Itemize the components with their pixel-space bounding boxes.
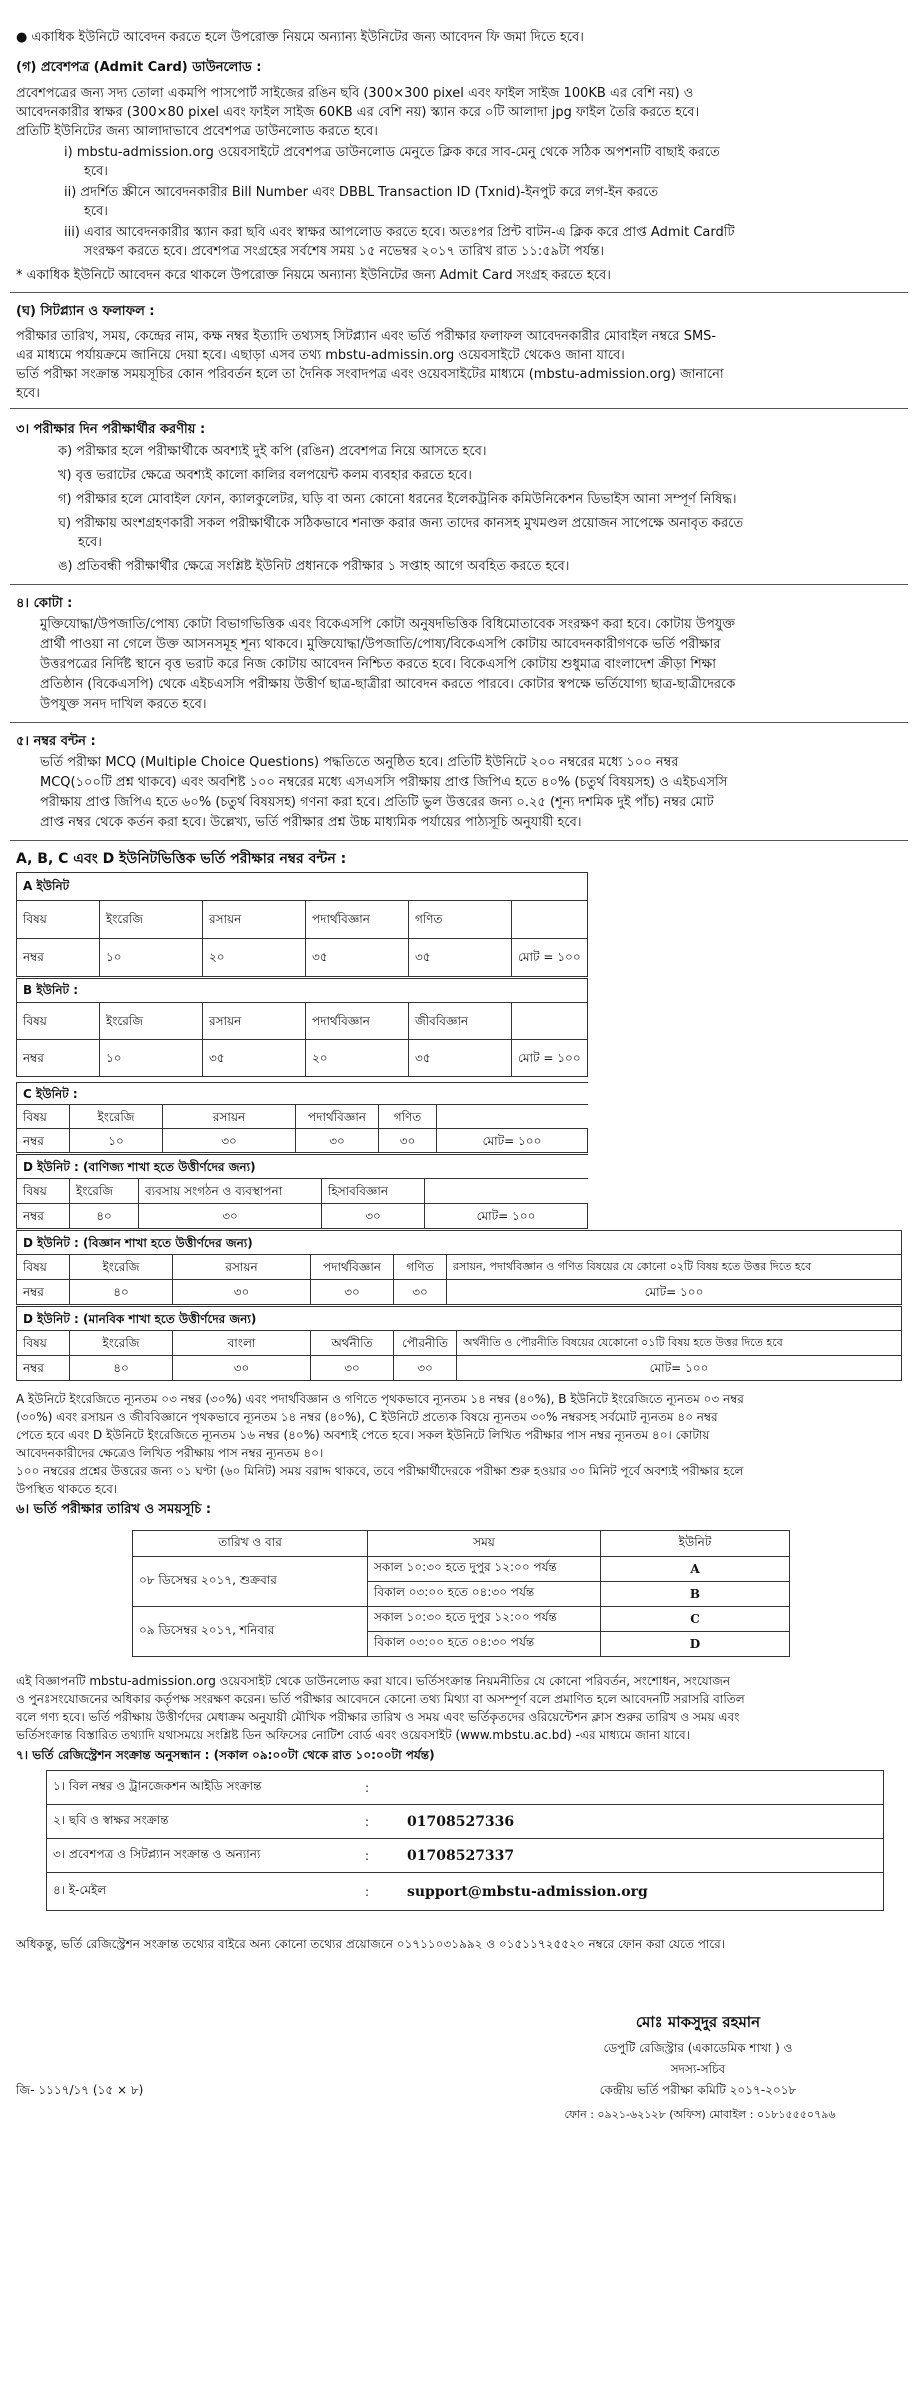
unit-d-science-value-cell: ৪০: [70, 1280, 173, 1305]
unit-b-head-cell: পদার্থবিজ্ঞান: [306, 1003, 409, 1040]
divider: [10, 722, 908, 723]
unit-a-head-cell: [512, 901, 588, 939]
signatory-name: মোঃ মাকসুদুর রহমান: [635, 2013, 761, 2031]
unit-c-value-cell: নম্বর: [17, 1129, 70, 1153]
notice-text-1: এই বিজ্ঞাপনটি mbstu-admission.org ওয়েবসাইট থেকে ডাউনলোড করা যাবে। ভর্তিসংক্রান্ত নিয়মনীতির যে কোনো পরিবর্তন, সংশোধন, সংযোজন: [16, 1674, 731, 1688]
schedule-time: সকাল ১০:৩০ হতে দুপুর ১২:০০ পর্যন্ত: [368, 1557, 601, 1582]
quota-text-4: প্রতিষ্ঠান (বিকেএসপি) থেকে এইচএসসি পরীক্ষায় উত্তীর্ণ ছাত্র-ছাত্রীরা আবেদন করতে পারবে। কোটার স্বপক্ষে ভর্তিযোগ্য ছাত্র-ছাত্রীদেরকে: [40, 677, 736, 692]
unit-b-table: [16, 978, 588, 1077]
quota-text-1: মুক্তিযোদ্ধা/উপজাতি/পোষ্য কোটা বিভাগভিত্তিক এবং বিকেএসপি কোটা অনুষদভিত্তিক বিধিমোতাবেক সংরক্ষণ করা হবে। কোটায় উপযুক্ত: [40, 617, 735, 632]
unit-d-science-value-cell: ৩০: [173, 1280, 311, 1305]
unit-b-value-cell: ৩৫: [203, 1040, 306, 1077]
unit-d-science-value-cell: ৩০: [311, 1280, 394, 1305]
marks-text-1: ভর্তি পরীক্ষা MCQ (Multiple Choice Questions) পদ্ধতিতে অনুষ্ঠিত হবে। প্রতিটি ইউনিটে ২০০ নম্বরের মধ্যে ১০০ নম্বর: [40, 755, 679, 770]
divider: [10, 292, 908, 293]
contact-label: ৩। প্রবেশপত্র ও সিটপ্ল্যান সংক্রান্ত ও অন্যান্য: [47, 1839, 360, 1873]
seatplan-text-1: পরীক্ষার তারিখ, সময়, কেন্দ্রের নাম, কক্ষ নম্বর ইত্যাদি তথ্যসহ সিটপ্ল্যান এবং ভর্তি পরীক্ষার ফলাফল আবেদনকারীর মোবাইল নম্বরে SMS-: [16, 329, 717, 344]
admit-text-1: প্রবেশপত্রের জন্য সদ্য তোলা একমপি পাসপোর্ট সাইজের রঙিন ছবি (300×300 pixel এবং ফাইল সাইজ 100KB এর বেশি নয়) ও: [16, 86, 694, 101]
signatory-title-3: কেন্দ্রীয় ভর্তি পরীক্ষা কমিটি ২০১৭-২০১৮: [599, 2083, 797, 2097]
unit-a-head-cell: বিষয়: [17, 901, 100, 939]
exam-day-heading: ৩। পরীক্ষার দিন পরীক্ষার্থীর করণীয় :: [16, 422, 206, 437]
unit-d-commerce-value-cell: ৩০: [139, 1204, 322, 1229]
unit-c-title: C ইউনিট :: [17, 1083, 588, 1105]
contact-colon: :: [359, 1873, 401, 1911]
unit-d-science-note: রসায়ন, পদার্থবিজ্ঞান ও গণিত বিষয়ের যে কোনো ০২টি বিষয় হতে উত্তর দিতে হবে: [447, 1255, 902, 1280]
unit-d-science-table: [16, 1230, 902, 1305]
registration-inquiry-heading: ৭। ভর্তি রেজিস্ট্রেশন সংক্রান্ত অনুসন্ধান : (সকাল ০৯:০০টা থেকে রাত ১০:০০টা পর্যন্ত): [16, 1748, 435, 1762]
unit-b-head-cell: [512, 1003, 588, 1040]
unit-d-science-head-cell: পদার্থবিজ্ঞান: [311, 1255, 394, 1280]
marks-text-3: পরীক্ষায় প্রাপ্ত জিপিএ হতে ৬০% (চতুর্থ বিষয়সহ) গণনা করা হবে। প্রতিটি ভুল উত্তরের জন্য ০.২৫ (শূন্য দশমিক দুই পাঁচ) নম্বর মোট: [40, 795, 714, 810]
unit-a-value-cell: ২০: [203, 939, 306, 977]
signatory-phone: ফোন : ০৯২১-৬২১২৮ (অফিস) মোবাইল : ০১৮১৫৫৫০৭৯৬: [564, 2108, 836, 2121]
notice-text-2: ও পুনঃসংযোজনের অধিকার কর্তৃপক্ষ সংরক্ষণ করেন। ভর্তি পরীক্ষার আবেদনে কোনো তথ্য মিথ্যা বা অসম্পূর্ণ বলে প্রমাণিত হলে আবেদনটি সরাসরি বাতিল: [16, 1692, 745, 1706]
contact-label: ১। বিল নম্বর ও ট্রানজেকশন আইডি সংক্রান্ত: [47, 1771, 360, 1805]
unit-b-head-cell: ইংরেজি: [100, 1003, 203, 1040]
schedule-col-header: তারিখ ও বার: [133, 1531, 368, 1557]
unit-d-science-head-cell: ইংরেজি: [70, 1255, 173, 1280]
schedule-time: সকাল ১০:৩০ হতে দুপুর ১২:০০ পর্যন্ত: [368, 1607, 601, 1632]
unit-a-value-cell: ৩৫: [306, 939, 409, 977]
unit-d-commerce-head-cell: হিসাববিজ্ঞান: [322, 1179, 425, 1204]
unit-d-commerce-total: মোট= ১০০: [425, 1204, 588, 1229]
exam-day-rule-umo: ঙ) প্রতিবন্ধী পরীক্ষার্থীর ক্ষেত্রে সংশ্লিষ্ট ইউনিট প্রধানকে পরীক্ষার ১ সপ্তাহ আগে অবহিত করতে হবে।: [58, 559, 570, 574]
unit-d-science-value-cell: নম্বর: [17, 1280, 70, 1305]
unit-c-total: মোট= ১০০: [437, 1129, 588, 1153]
signatory-title-1: ডেপুটি রেজিস্ট্রার (একাডেমিক শাখা ) ও: [603, 2041, 793, 2055]
schedule-col-header: সময়: [368, 1531, 601, 1557]
unit-d-science-total: মোট= ১০০: [447, 1280, 902, 1305]
unit-c-head-cell: গণিত: [379, 1105, 437, 1129]
seatplan-text-3: ভর্তি পরীক্ষা সংক্রান্ত সময়সূচির কোন পরিবর্তন হলে তা দৈনিক সংবাদপত্র এবং ওয়েবসাইটের মাধ্যমে (mbstu-admission.org) জানানো: [16, 367, 724, 382]
unit-d-commerce-table: [16, 1154, 588, 1229]
divider: [10, 840, 908, 841]
unit-d-humanities-head-cell: বিষয়: [17, 1331, 70, 1356]
unit-d-humanities-value-cell: নম্বর: [17, 1356, 70, 1381]
distribution-heading: A, B, C এবং D ইউনিটভিত্তিক ভর্তি পরীক্ষার নম্বর বন্টন :: [16, 851, 347, 867]
admit-text-2: আবেদনকারীর স্বাক্ষর (300×80 pixel এবং ফাইল সাইজ 60KB এর বেশি নয়) স্ক্যান করে ০টি আলাদা jpg ফাইল তৈরি করতে হবে।: [16, 105, 700, 120]
unit-c-value-cell: ৩০: [379, 1129, 437, 1153]
unit-a-head-cell: গণিত: [409, 901, 512, 939]
unit-b-head-cell: বিষয়: [17, 1003, 100, 1040]
marks-text-4: প্রাপ্ত নম্বর থেকে কর্তন করা হবে। উল্লেখ্য, ভর্তি পরীক্ষার প্রশ্ন উচ্চ মাধ্যমিক পর্যায়ের পাঠ্যসূচি অনুযায়ী হবে।: [40, 815, 582, 830]
unit-a-head-cell: রসায়ন: [203, 901, 306, 939]
unit-d-science-value-cell: ৩০: [394, 1280, 447, 1305]
contact-colon: :: [359, 1839, 401, 1873]
unit-a-title: A ইউনিট: [17, 873, 588, 901]
admit-step-1-cont: হবে।: [84, 164, 108, 179]
admit-step-2: ii) প্রদর্শিত স্ক্রীনে আবেদনকারীর Bill Number এবং DBBL Transaction ID (Txnid)-ইনপুট করে লগ-ইন করতে: [64, 185, 659, 200]
schedule-unit: A: [601, 1557, 790, 1582]
minimum-marks-2: (৩০%) এবং রসায়ন ও জীববিজ্ঞানে পৃথকভাবে ন্যূনতম ১৪ নম্বর (৪০%), C ইউনিটে প্রত্যেক বিষয়ে ন্যূনতম ৩০% নম্বরসহ সর্বমোট ন্যূনতম ৪০ নম্বর: [16, 1410, 718, 1424]
admit-note: * একাধিক ইউনিটে আবেদন করে থাকলে উপরোক্ত নিয়মে অন্যান্য ইউনিটের জন্য Admit Card সংগ্রহ করতে হবে।: [16, 268, 611, 283]
unit-d-commerce-head-cell: [425, 1179, 588, 1204]
unit-b-title: B ইউনিট :: [17, 979, 588, 1003]
schedule-unit: D: [601, 1632, 790, 1657]
seatplan-text-2: এর মাধ্যমে পর্যায়ক্রমে জানিয়ে দেয়া হবে। এছাড়া এসব তথ্য mbstu-admissin.org ওয়েবসাইটে থেকেও জানা যাবে।: [16, 348, 625, 363]
unit-c-value-cell: ৩০: [296, 1129, 379, 1153]
unit-b-value-cell: ২০: [306, 1040, 409, 1077]
unit-b-head-cell: রসায়ন: [203, 1003, 306, 1040]
unit-d-humanities-title: D ইউনিট : (মানবিক শাখা হতে উত্তীর্ণদের জন্য): [17, 1307, 902, 1331]
exam-duration-2: উপস্থিত থাকতে হবে।: [16, 1482, 118, 1496]
quota-text-3: উত্তরপত্রের নির্দিষ্ট স্থানে বৃত্ত ভরাট করে নিজ কোটায় আবেদন নিশ্চিত করতে হবে। বিকেএসপি কোটায় শুধুমাত্র বাংলাদেশ ক্রীড়া শিক্ষা: [40, 657, 716, 672]
unit-c-head-cell: ইংরেজি: [70, 1105, 163, 1129]
signatory-title-2: সদস্য-সচিব: [670, 2062, 726, 2076]
unit-d-humanities-value-cell: ৩০: [394, 1356, 457, 1381]
schedule-date: ০৮ ডিসেম্বর ২০১৭, শুক্রবার: [133, 1557, 368, 1607]
minimum-marks-3: পেতে হবে এবং D ইউনিটে ইংরেজিতে ন্যূনতম ১৬ নম্বর (৪০%) অবশ্যই পেতে হবে। সকল ইউনিটে লিখিত পরীক্ষার পাস নম্বর ন্যূনতম ৪০। কোটায়: [16, 1428, 710, 1442]
unit-d-humanities-value-cell: ৪০: [70, 1356, 173, 1381]
quota-text-5: উপযুক্ত সনদ দাখিল করতে হবে।: [40, 697, 207, 712]
contact-value: 01708527336: [401, 1805, 884, 1839]
admit-step-3: iii) এবার আবেদনকারীর স্ক্যান করা ছবি এবং স্বাক্ষর আপলোড করতে হবে। অতঃপর প্রিন্ট বাটন-এ ক্লিক করে প্রাপ্ত Admit Cardটি: [64, 225, 735, 240]
schedule-time: বিকাল ০৩:০০ হতে ০৪:৩০ পর্যন্ত: [368, 1582, 601, 1607]
quota-text-2: প্রার্থী পাওয়া না গেলে উক্ত আসনসমূহ শূন্য থাকবে। মুক্তিযোদ্ধা/উপজাতি/পোষ্য/বিকেএসপি কোটায় আবেদনকারীগণকে ভর্তি পরীক্ষার: [40, 637, 721, 652]
contact-label: ৪। ই-মেইল: [47, 1873, 360, 1911]
unit-d-humanities-head-cell: পৌরনীতি: [394, 1331, 457, 1356]
contact-value: [401, 1771, 884, 1805]
unit-c-head-cell: বিষয়: [17, 1105, 70, 1129]
exam-day-rule-ga: গ) পরীক্ষার হলে মোবাইল ফোন, ক্যালকুলেটর, ঘড়ি বা অন্য কোনো ধরনের ইলেকট্রনিক কমিউনিকেশন ডিভাইস আনা সম্পূর্ণ নিষিদ্ধ।: [58, 492, 737, 507]
unit-c-value-cell: ১০: [70, 1129, 163, 1153]
unit-a-value-cell: ১০: [100, 939, 203, 977]
admit-text-3: প্রতিটি ইউনিটের জন্য আলাদাভাবে প্রবেশপত্র ডাউনলোড করতে হবে।: [16, 124, 378, 139]
schedule-time: বিকাল ০৩:০০ হতে ০৪:৩০ পর্যন্ত: [368, 1632, 601, 1657]
divider: [10, 584, 908, 585]
unit-d-humanities-head-cell: ইংরেজি: [70, 1331, 173, 1356]
unit-d-humanities-head-cell: বাংলা: [173, 1331, 311, 1356]
quota-heading: ৪। কোটা :: [16, 596, 73, 611]
seatplan-heading: (ঘ) সিটপ্ল্যান ও ফলাফল :: [16, 304, 155, 319]
unit-c-table: [16, 1082, 588, 1153]
admit-card-heading: (গ) প্রবেশপত্র (Admit Card) ডাউনলোড :: [16, 60, 262, 75]
unit-c-head-cell: [437, 1105, 588, 1129]
schedule-table: [132, 1530, 790, 1657]
exam-day-rule-kha: খ) বৃত্ত ভরাটের ক্ষেত্রে অবশ্যই কালো কালির বলপয়েন্ট কলম ব্যবহার করতে হবে।: [58, 468, 472, 483]
exam-day-rule-gha-cont: হবে।: [78, 535, 102, 550]
additional-contact-note: অধিকন্তু, ভর্তি রেজিস্ট্রেশন সংক্রান্ত তথ্যের বাইরে অন্য কোনো তথ্যের প্রয়োজনে ০১৭১১০৩১৯৯২ ও ০১৫১১৭২৫৫২০ নম্বরে ফোন করা যেতে পারে।: [16, 1937, 726, 1951]
unit-d-commerce-head-cell: ব্যবসায় সংগঠন ও ব্যবস্থাপনা: [139, 1179, 322, 1204]
admit-step-2-cont: হবে।: [84, 204, 108, 219]
unit-d-humanities-table: [16, 1306, 902, 1381]
minimum-marks-4: আবেদনকারীদের ক্ষেত্রেও লিখিত পরীক্ষায় পাস নম্বর ন্যূনতম ৪০।: [16, 1446, 324, 1460]
unit-a-total: মোট = ১০০: [512, 939, 588, 977]
unit-b-total: মোট = ১০০: [512, 1040, 588, 1077]
intro-line: ● একাধিক ইউনিটে আবেদন করতে হলে উপরোক্ত নিয়মে অন্যান্য ইউনিটের জন্য আবেদন ফি জমা দিতে হবে।: [16, 30, 584, 45]
unit-d-commerce-head-cell: বিষয়: [17, 1179, 70, 1204]
unit-c-head-cell: রসায়ন: [163, 1105, 296, 1129]
reference-number: জি- ১১১৭/১৭ (১৫ × ৮): [16, 2083, 144, 2097]
contact-colon: :: [359, 1771, 401, 1805]
unit-b-value-cell: ১০: [100, 1040, 203, 1077]
unit-d-commerce-title: D ইউনিট : (বাণিজ্য শাখা হতে উত্তীর্ণদের জন্য): [17, 1155, 588, 1179]
exam-day-rule-ka: ক) পরীক্ষার হলে পরীক্ষার্থীকে অবশ্যই দুই কপি (রঙিন) প্রবেশপত্র নিয়ে আসতে হবে।: [58, 444, 487, 459]
unit-d-humanities-value-cell: ৩০: [311, 1356, 394, 1381]
unit-a-value-cell: নম্বর: [17, 939, 100, 977]
unit-b-value-cell: ৩৫: [409, 1040, 512, 1077]
unit-a-value-cell: ৩৫: [409, 939, 512, 977]
unit-d-science-head-cell: গণিত: [394, 1255, 447, 1280]
marks-heading: ৫। নম্বর বন্টন :: [16, 734, 96, 749]
unit-d-humanities-head-cell: অর্থনীতি: [311, 1331, 394, 1356]
schedule-date: ০৯ ডিসেম্বর ২০১৭, শনিবার: [133, 1607, 368, 1657]
unit-a-head-cell: ইংরেজি: [100, 901, 203, 939]
unit-d-science-head-cell: রসায়ন: [173, 1255, 311, 1280]
schedule-unit: B: [601, 1582, 790, 1607]
notice-text-3: বলে গণ্য হবে। ভর্তি পরীক্ষায় উত্তীর্ণদের মেধাক্রম অনুযায়ী মৌখিক পরীক্ষার তারিখ ও সময় এবং ভর্তিকৃতদের ওরিয়েন্টেশন ক্লাস শুরুর তারিখ ও সময় এবং: [16, 1710, 740, 1724]
unit-d-humanities-note: অর্থনীতি ও পৌরনীতি বিষয়ের যেকোনো ০১টি বিষয় হতে উত্তর দিতে হবে: [457, 1331, 902, 1356]
unit-d-commerce-value-cell: ৩০: [322, 1204, 425, 1229]
contact-label: ২। ছবি ও স্বাক্ষর সংক্রান্ত: [47, 1805, 360, 1839]
seatplan-text-4: হবে।: [16, 386, 40, 401]
unit-d-humanities-value-cell: ৩০: [173, 1356, 311, 1381]
notice-text-4: ভর্তিসংক্রান্ত বিস্তারিত তথ্যাদি যথাসময়ে সংশ্লিষ্ট ডিন অফিসের নোটিশ বোর্ড এবং ওয়েবসাইট (www.mbstu.ac.bd) -এর মাধ্যমে জানা যাবে।: [16, 1728, 690, 1742]
unit-d-commerce-value-cell: নম্বর: [17, 1204, 70, 1229]
unit-d-science-head-cell: বিষয়: [17, 1255, 70, 1280]
unit-b-value-cell: নম্বর: [17, 1040, 100, 1077]
schedule-unit: C: [601, 1607, 790, 1632]
contact-value: 01708527337: [401, 1839, 884, 1873]
unit-d-science-title: D ইউনিট : (বিজ্ঞান শাখা হতে উত্তীর্ণদের জন্য): [17, 1231, 902, 1255]
unit-c-value-cell: ৩০: [163, 1129, 296, 1153]
unit-d-commerce-value-cell: ৪০: [70, 1204, 139, 1229]
unit-d-commerce-head-cell: ইংরেজি: [70, 1179, 139, 1204]
exam-duration-1: ১০০ নম্বরের প্রশ্নের উত্তরের জন্য ০১ ঘণ্টা (৬০ মিনিট) সময় বরাদ্দ থাকবে, তবে পরীক্ষার্থীদেরকে পরীক্ষা শুরু হওয়ার ৩০ মিনিট পূর্বে অবশ্যই পরীক্ষার হলে: [16, 1464, 744, 1478]
schedule-heading: ৬। ভর্তি পরীক্ষার তারিখ ও সময়সূচি :: [16, 1502, 212, 1517]
exam-day-rule-gha: ঘ) পরীক্ষায় অংশগ্রহণকারী সকল পরীক্ষার্থীকে সঠিকভাবে শনাক্ত করার জন্য তাদের কানসহ মুখমণ্ডল প্রয়োজন সাপেক্ষে অনাবৃত করতে: [58, 516, 744, 531]
unit-a-head-cell: পদার্থবিজ্ঞান: [306, 901, 409, 939]
divider: [10, 408, 908, 409]
admit-step-1: i) mbstu-admission.org ওয়েবসাইটে প্রবেশপত্র ডাউনলোড মেনুতে ক্লিক করে সাব-মেনু থেকে সঠিক অপশনটি বাছাই করতে: [64, 145, 720, 160]
contact-email: support@mbstu-admission.org: [401, 1873, 884, 1911]
marks-text-2: MCQ(১০০টি প্রশ্ন থাকবে) এবং অবশিষ্ট ১০০ নম্বরের মধ্যে এসএসসি পরীক্ষায় প্রাপ্ত জিপিএ হতে ৪০% (চতুর্থ বিষয়সহ) ও এইচএসসি: [40, 775, 728, 790]
schedule-col-header: ইউনিট: [601, 1531, 790, 1557]
contact-table: [46, 1770, 884, 1911]
minimum-marks-1: A ইউনিটে ইংরেজিতে ন্যূনতম ০৩ নম্বর (৩০%) এবং পদার্থবিজ্ঞান ও গণিতে পৃথকভাবে ন্যূনতম ১৪ নম্বর (৪০%), B ইউনিটে ইংরেজিতে ন্যূনতম ০৩ নম্বর: [16, 1392, 744, 1406]
unit-c-head-cell: পদার্থবিজ্ঞান: [296, 1105, 379, 1129]
unit-a-table: [16, 872, 588, 977]
contact-colon: :: [359, 1805, 401, 1839]
admit-step-3-cont: সংরক্ষণ করতে হবে। প্রবেশপত্র সংগ্রহের সর্বশেষ সময় ১৫ নভেম্বর ২০১৭ তারিখ রাত ১১:৫৯টা পর্যন্ত।: [84, 244, 604, 259]
unit-d-humanities-total: মোট= ১০০: [457, 1356, 902, 1381]
unit-b-head-cell: জীববিজ্ঞান: [409, 1003, 512, 1040]
